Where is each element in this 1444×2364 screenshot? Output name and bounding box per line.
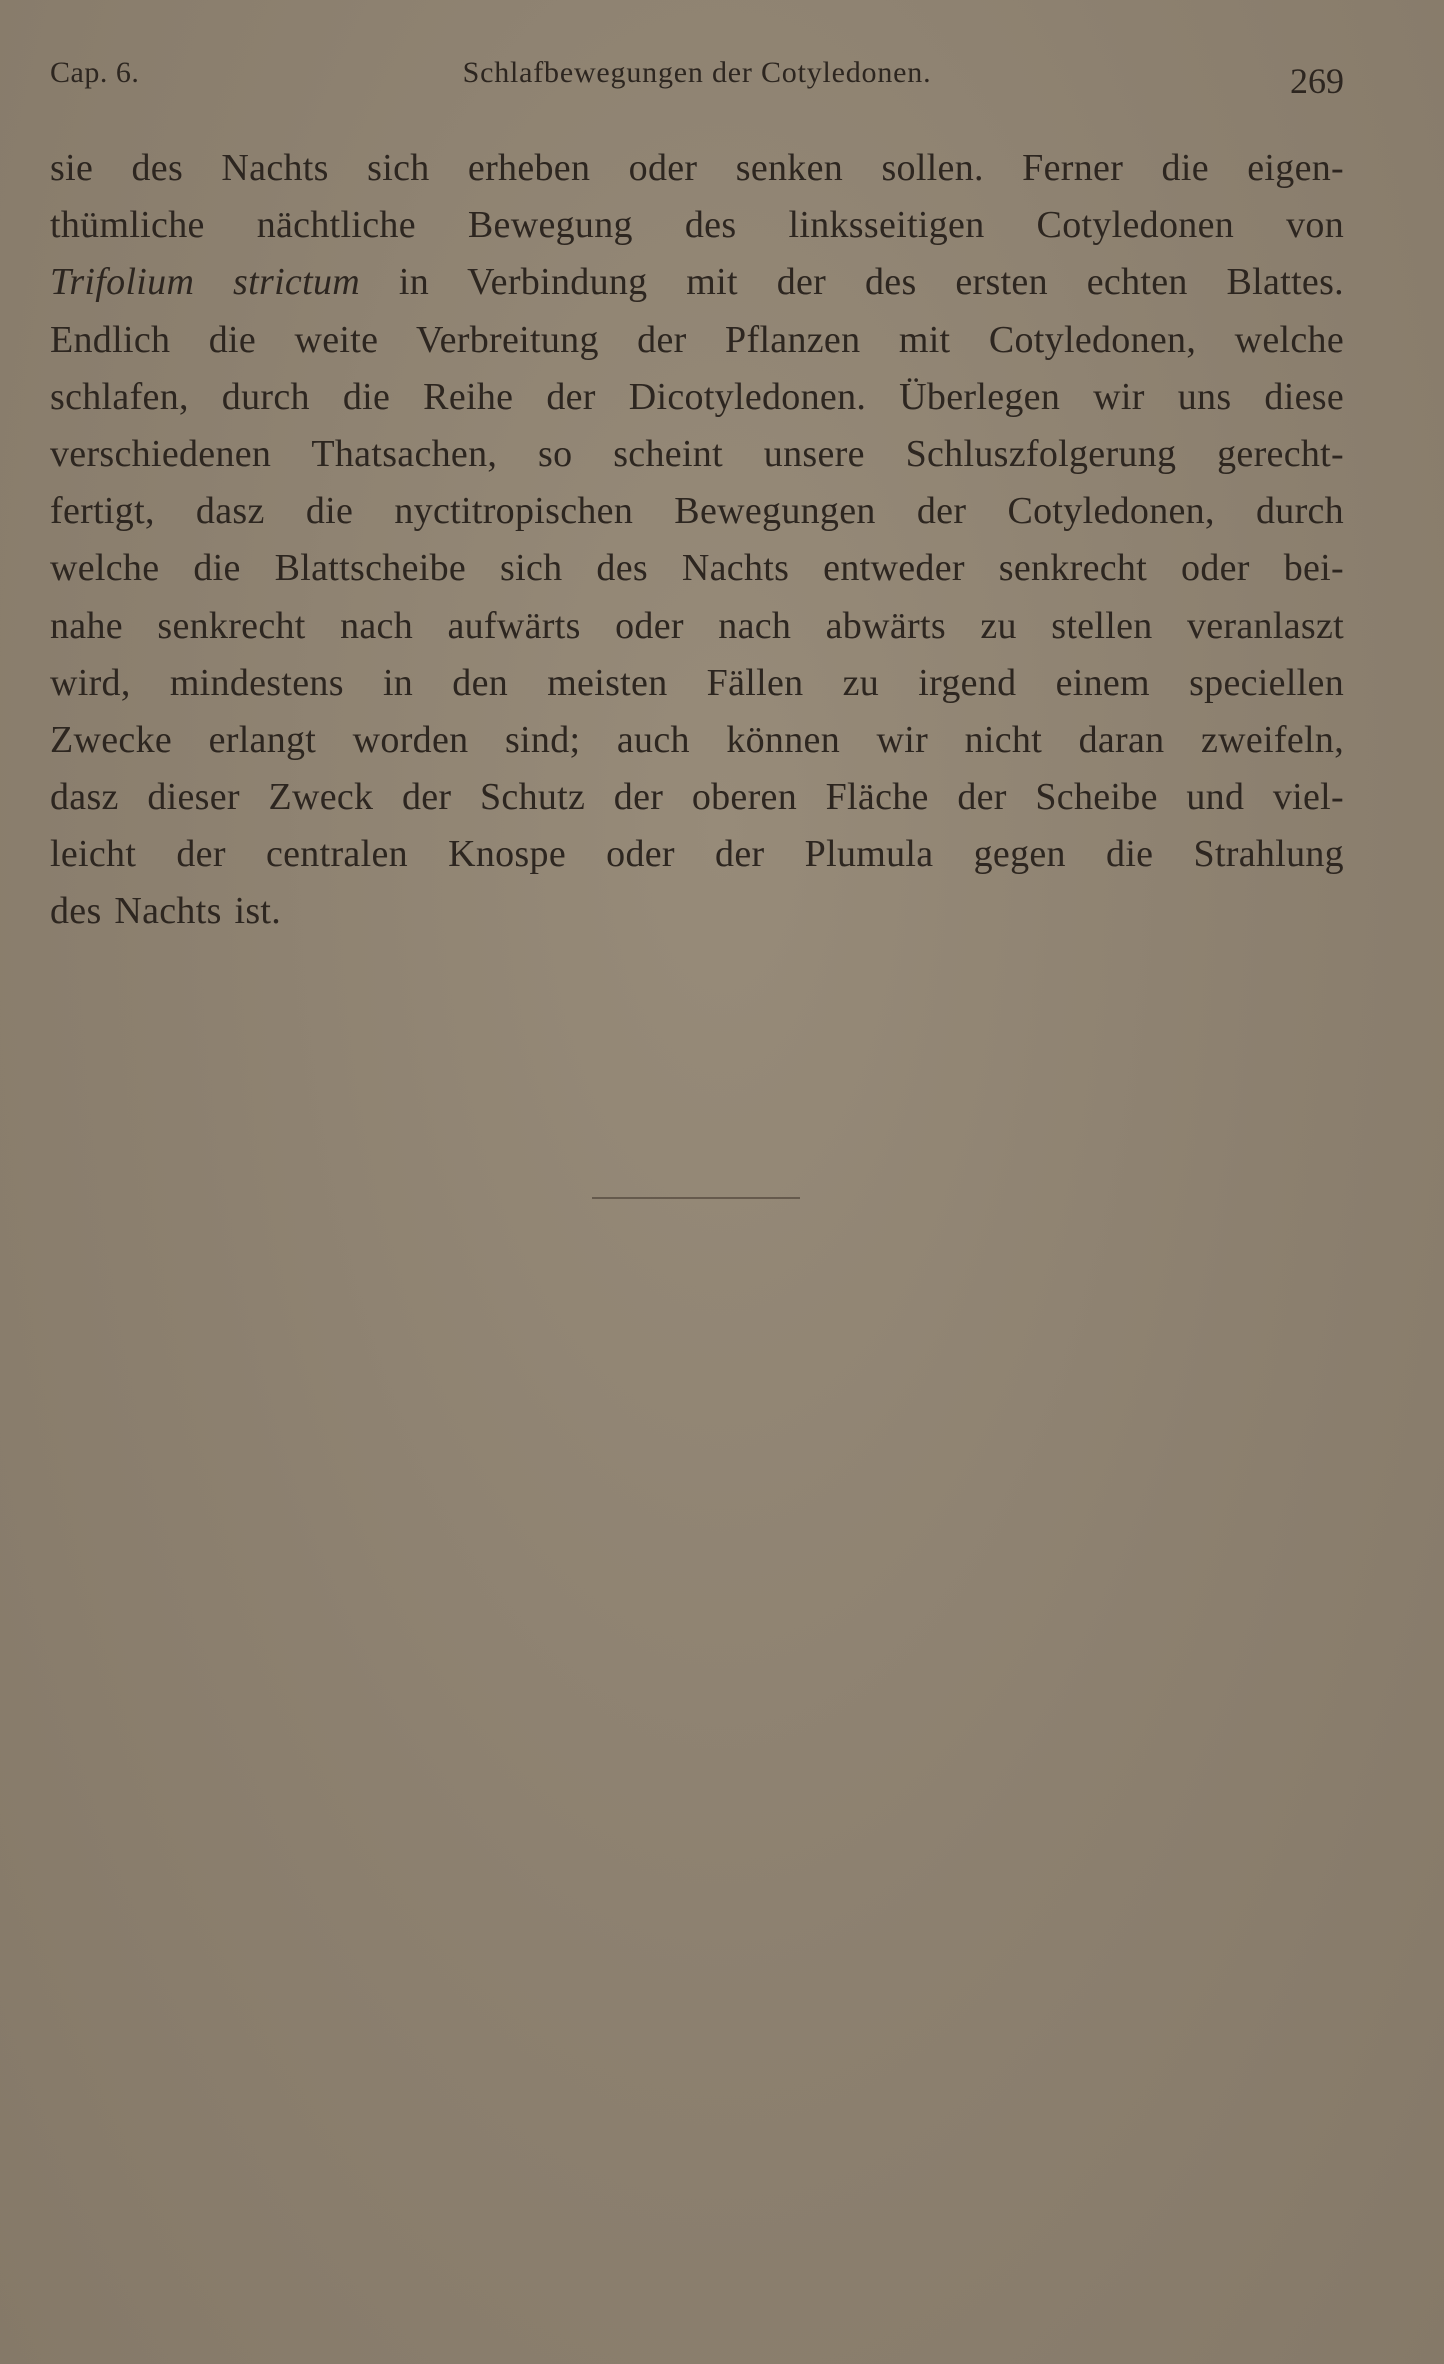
running-header [50, 56, 1344, 106]
body-paragraph [50, 140, 1344, 941]
running-title: Schlafbewegungen der Cotyledonen. [462, 56, 932, 89]
text-line-last: des Nachts ist. [50, 890, 282, 933]
chapter-label: Cap. 6. [50, 56, 140, 89]
text-line: verschiedenen Thatsachen, so scheint unsere Schluszfolgerung gerecht- [50, 432, 1344, 475]
text-line-rest: in Verbindung mit der des ersten echten Blattes. [398, 261, 1344, 304]
text-line: leicht der centralen Knospe oder der Plumula gegen die Strahlung [50, 833, 1344, 876]
text-line: welche die Blattscheibe sich des Nachts entweder senkrecht oder bei- [50, 547, 1344, 590]
text-line: sie des Nachts sich erheben oder senken sollen. Ferner die eigen- [50, 147, 1344, 189]
text-line: wird, mindestens in den meisten Fällen zu irgend einem speciellen [50, 661, 1344, 704]
text-line: Endlich die weite Verbreitung der Pflanzen mit Cotyledonen, welche [50, 318, 1344, 361]
page-number: 269 [1290, 61, 1344, 101]
text-line: nahe senkrecht nach aufwärts oder nach abwärts zu stellen veranlaszt [50, 604, 1344, 647]
text-line: dasz dieser Zweck der Schutz der oberen Fläche der Scheibe und viel- [50, 776, 1344, 819]
text-line: Zwecke erlangt worden sind; auch können wir nicht daran zweifeln, [50, 718, 1344, 761]
text-line: schlafen, durch die Reihe der Dicotyledonen. Überlegen wir uns diese [50, 375, 1344, 418]
text-line: fertigt, dasz die nyctitropischen Bewegungen der Cotyledonen, durch [50, 490, 1344, 533]
species-name: Trifolium strictum [50, 261, 360, 304]
section-end-rule [592, 1197, 800, 1199]
text-line: thümliche nächtliche Bewegung des linksseitigen Cotyledonen von [50, 204, 1344, 247]
text-line-with-species [50, 254, 1344, 311]
